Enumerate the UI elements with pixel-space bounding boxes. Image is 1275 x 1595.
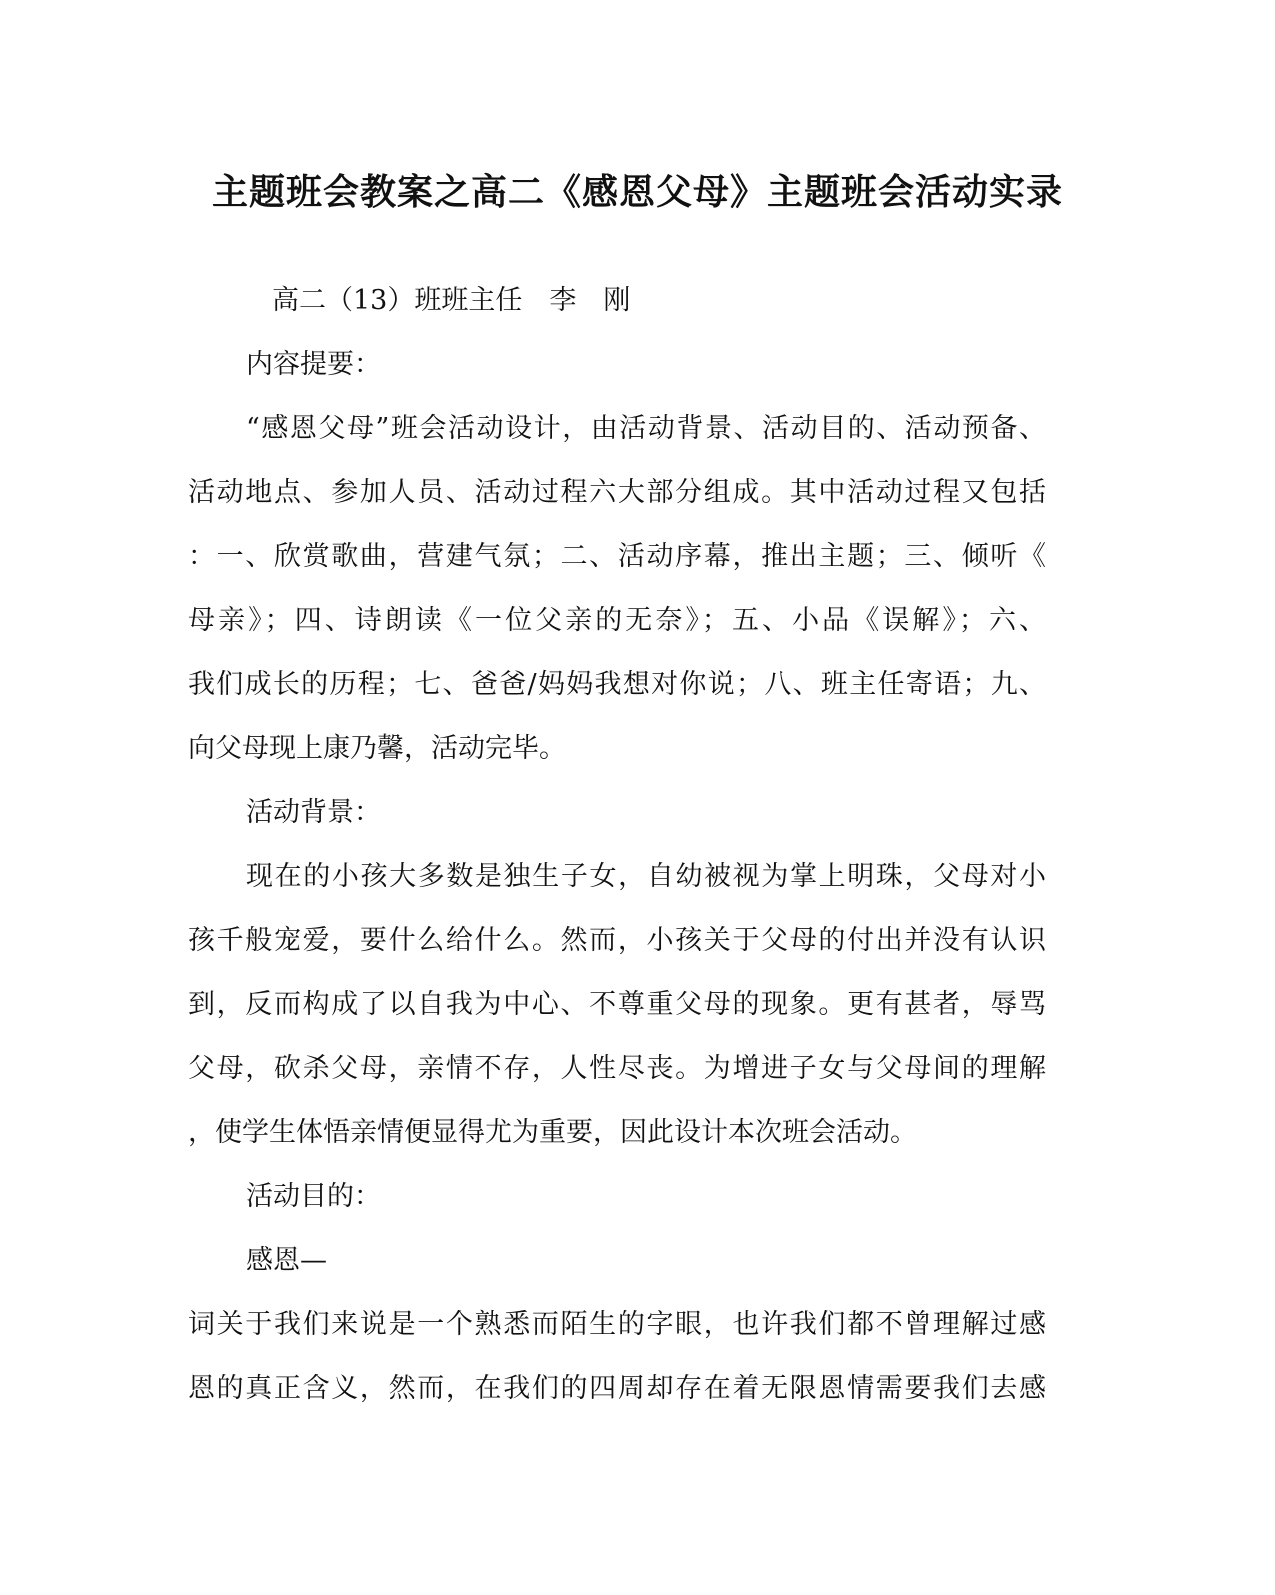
summary-line: 母亲》；四、诗朗读《一位父亲的无奈》；五、小品《误解》；六、 — [188, 605, 1046, 636]
background-line: 到，反而构成了以自我为中心、不尊重父母的现象。更有甚者，辱骂 — [188, 989, 1046, 1020]
summary-line: ：一、欣赏歌曲，营建气氛；二、活动序幕，推出主题；三、倾听《 — [188, 541, 1046, 572]
summary-heading: 内容提要： — [246, 349, 381, 380]
background-line: 父母，砍杀父母，亲情不存，人性尽丧。为增进子女与父母间的理解 — [188, 1053, 1046, 1084]
summary-line: “感恩父母”班会活动设计，由活动背景、活动目的、活动预备、 — [246, 413, 1046, 444]
purpose-heading: 活动目的： — [246, 1181, 381, 1212]
summary-line: 向父母现上康乃馨，活动完毕。 — [188, 733, 566, 764]
document-title: 主题班会教案之高二《感恩父母》主题班会活动实录 — [211, 171, 1063, 213]
purpose-line: 恩的真正含义，然而，在我们的四周却存在着无限恩情需要我们去感 — [188, 1373, 1046, 1404]
background-heading: 活动背景： — [246, 797, 381, 828]
background-line: ，使学生体悟亲情便显得尤为重要，因此设计本次班会活动。 — [188, 1117, 917, 1148]
purpose-line: 词关于我们来说是一个熟悉而陌生的字眼，也许我们都不曾理解过感 — [188, 1309, 1046, 1340]
summary-line: 我们成长的历程；七、爸爸/妈妈我想对你说；八、班主任寄语；九、 — [188, 669, 1046, 700]
background-line: 现在的小孩大多数是独生子女，自幼被视为掌上明珠，父母对小 — [246, 861, 1046, 892]
background-line: 孩千般宠爱，要什么给什么。然而，小孩关于父母的付出并没有认识 — [188, 925, 1046, 956]
author-line: 高二（13）班班主任 李 刚 — [272, 285, 631, 316]
purpose-line: 感恩— — [246, 1245, 327, 1276]
summary-line: 活动地点、参加人员、活动过程六大部分组成。其中活动过程又包括 — [188, 477, 1046, 508]
